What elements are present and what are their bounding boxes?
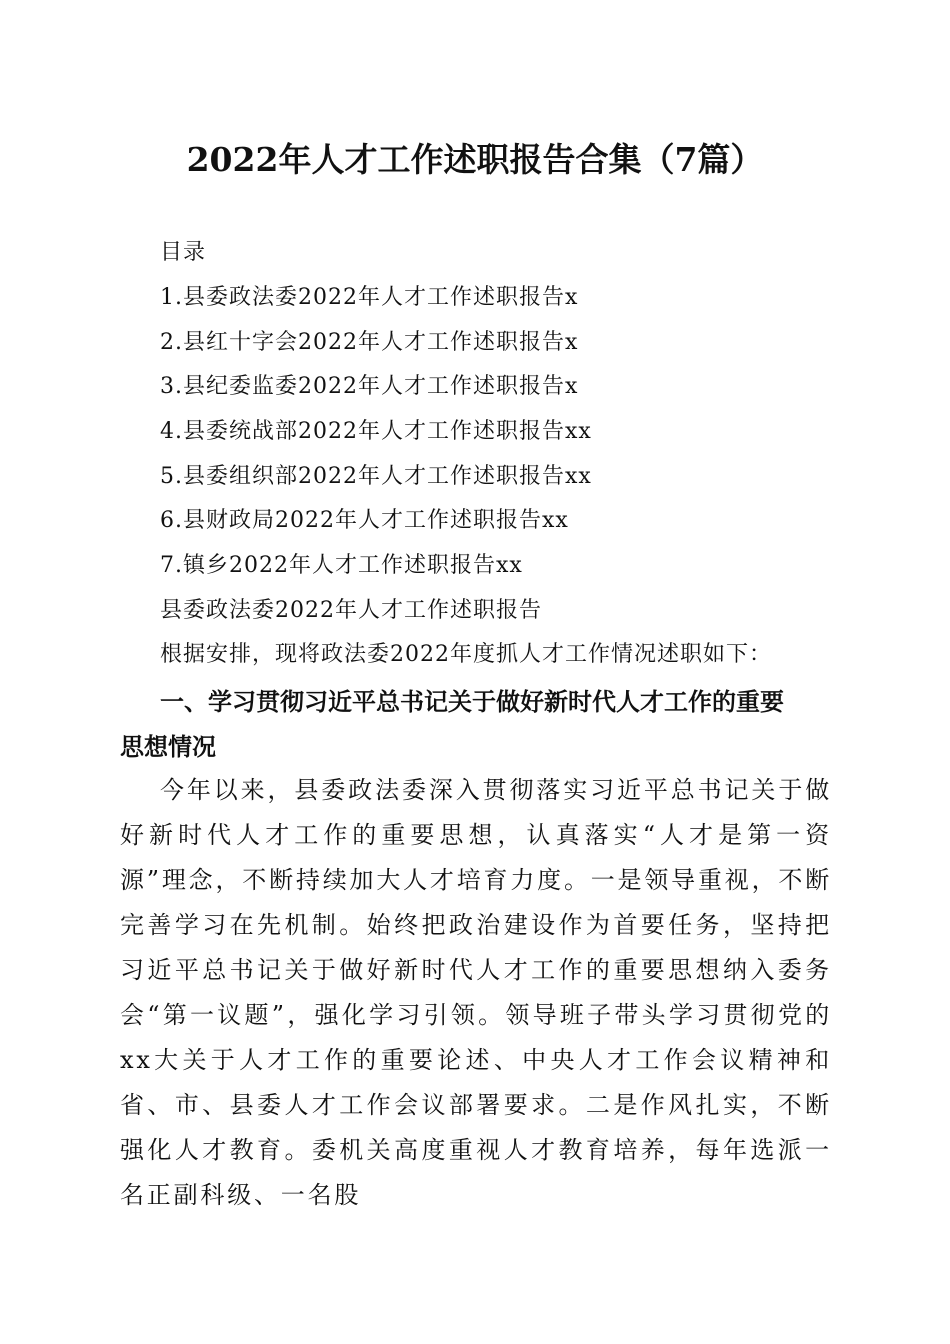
document-title: 2022年人才工作述职报告合集（7篇） (186, 140, 764, 179)
toc-item: 3.县纪委监委2022年人才工作述职报告x (160, 374, 579, 399)
toc-item: 2.县红十字会2022年人才工作述职报告x (160, 330, 579, 355)
intro-paragraph: 根据安排，现将政法委2022年度抓人才工作情况述职如下： (160, 642, 772, 667)
toc-item: 6.县财政局2022年人才工作述职报告xx (160, 508, 569, 533)
section-heading-line2: 思想情况 (120, 733, 216, 761)
toc-item: 4.县委统战部2022年人才工作述职报告xx (160, 419, 592, 444)
toc-heading: 目录 (160, 240, 207, 265)
section-body-paragraph: 今年以来，县委政法委深入贯彻落实习近平总书记关于做好新时代人才工作的重要思想，认真落实“人才是第一资源”理念，不断持续加大人才培育力度。一是领导重视，不断完善学习在先机制。始终把政治建设作为首要任务，坚持把习近平总书记关于做好新时代人才工作的重要思想纳入委务会“第一议题”，强化学习引领。领导班子带头学习贯彻党的xx大关于人才工作的重要论述、中央人才工作会议精神和省、市、县委人才工作会议部署要求。二是作风扎实，不断强化人才教育。委机关高度重视人才教育培养，每年选派一名正副科级、一名股 (120, 776, 832, 1209)
report-title: 县委政法委2022年人才工作述职报告 (160, 598, 542, 623)
toc-item: 5.县委组织部2022年人才工作述职报告xx (160, 464, 592, 489)
toc-item: 1.县委政法委2022年人才工作述职报告x (160, 285, 579, 310)
toc-item: 7.镇乡2022年人才工作述职报告xx (160, 553, 523, 578)
section-heading (120, 680, 828, 770)
section-heading-line1: 一、学习贯彻习近平总书记关于做好新时代人才工作的重要 (160, 688, 784, 716)
